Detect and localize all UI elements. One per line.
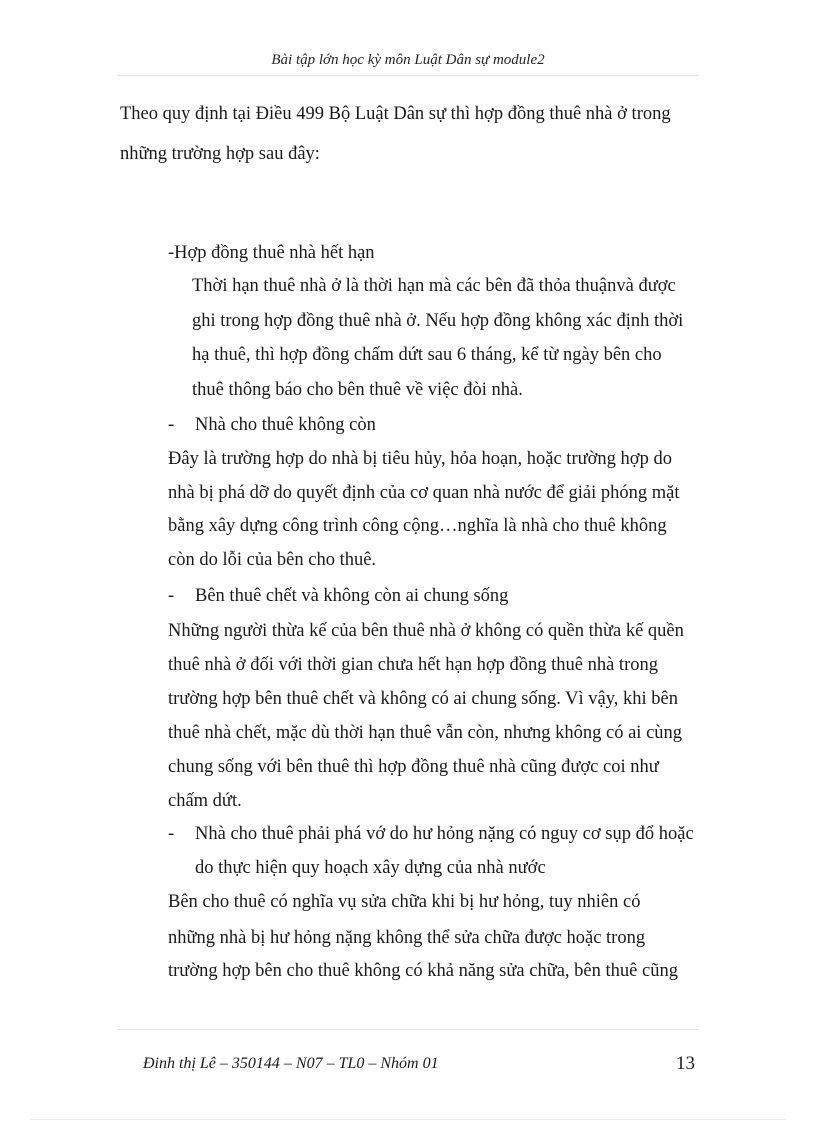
section-3-line-2: thuê nhà ở đối với thời gian chưa hết hạn hợp đồng thuê nhà trong — [168, 655, 658, 675]
section-3-line-6: chấm dứt. — [168, 791, 242, 811]
section-heading-4-cont: do thực hiện quy hoạch xây dựng của nhà nước — [195, 858, 546, 878]
section-heading-3: Bên thuê chết và không còn ai chung sống — [195, 586, 509, 606]
section-2-line-4: còn do lỗi của bên cho thuê. — [168, 550, 377, 570]
section-3-line-5: chung sống với bên thuê thì hợp đồng thuê nhà cũng được coi như — [168, 757, 659, 777]
page-bottom-divider — [30, 1119, 786, 1120]
section-4-line-3: trường hợp bên cho thuê không có khả năng sửa chữa, bên thuê cũng — [168, 961, 678, 981]
section-3-bullet: - — [168, 586, 175, 606]
section-heading-2: Nhà cho thuê không còn — [195, 415, 376, 435]
section-3-line-4: thuê nhà chết, mặc dù thời hạn thuê vẫn còn, nhưng không có ai cùng — [168, 723, 683, 743]
intro-line-2: những trường hợp sau đây: — [120, 144, 320, 164]
section-4-line-1: Bên cho thuê có nghĩa vụ sửa chữa khi bị hư hỏng, tuy nhiên có — [168, 892, 641, 912]
section-heading-1: -Hợp đồng thuê nhà hết hạn — [168, 243, 375, 263]
footer-divider — [118, 1029, 698, 1030]
section-3-line-3: trường hợp bên thuê chết và không có ai chung sống. Vì vậy, khi bên — [168, 689, 678, 709]
section-1-line-3: hạ thuê, thì hợp đồng chấm dứt sau 6 tháng, kể từ ngày bên cho — [192, 345, 662, 365]
section-heading-4: Nhà cho thuê phải phá vớ do hư hỏng nặng có nguy cơ sụp đổ hoặc — [195, 824, 694, 844]
section-2-line-1: Đây là trường hợp do nhà bị tiêu hủy, hỏa hoạn, hoặc trường hợp do — [168, 449, 672, 469]
section-2-line-2: nhà bị phá dỡ do quyết định của cơ quan nhà nước để giải phóng mặt — [168, 483, 680, 503]
intro-line-1: Theo quy định tại Điều 499 Bộ Luật Dân sự thì hợp đồng thuê nhà ở trong — [120, 104, 671, 124]
running-header: Bài tập lớn học kỳ môn Luật Dân sự module2 — [271, 52, 545, 68]
section-1-line-2: ghi trong hợp đồng thuê nhà ở. Nếu hợp đồng không xác định thời — [192, 311, 684, 331]
section-3-line-1: Những người thừa kế của bên thuê nhà ở không có quền thừa kế quền — [168, 621, 684, 641]
section-1-line-4: thuê thông báo cho bên thuê về việc đòi nhà. — [192, 380, 523, 400]
footer-author: Đinh thị Lê – 350144 – N07 – TL0 – Nhóm 01 — [143, 1055, 439, 1072]
header-divider — [118, 75, 698, 76]
page-number: 13 — [676, 1053, 695, 1074]
section-4-line-2: những nhà bị hư hỏng nặng không thể sửa chữa được hoặc trong — [168, 928, 646, 948]
section-2-line-3: bằng xây dựng công trình công cộng…nghĩa là nhà cho thuê không — [168, 516, 667, 536]
section-4-bullet: - — [168, 824, 175, 844]
section-1-line-1: Thời hạn thuê nhà ở là thời hạn mà các bên đã thỏa thuậnvà được — [192, 276, 676, 296]
section-2-bullet: - — [168, 415, 175, 435]
